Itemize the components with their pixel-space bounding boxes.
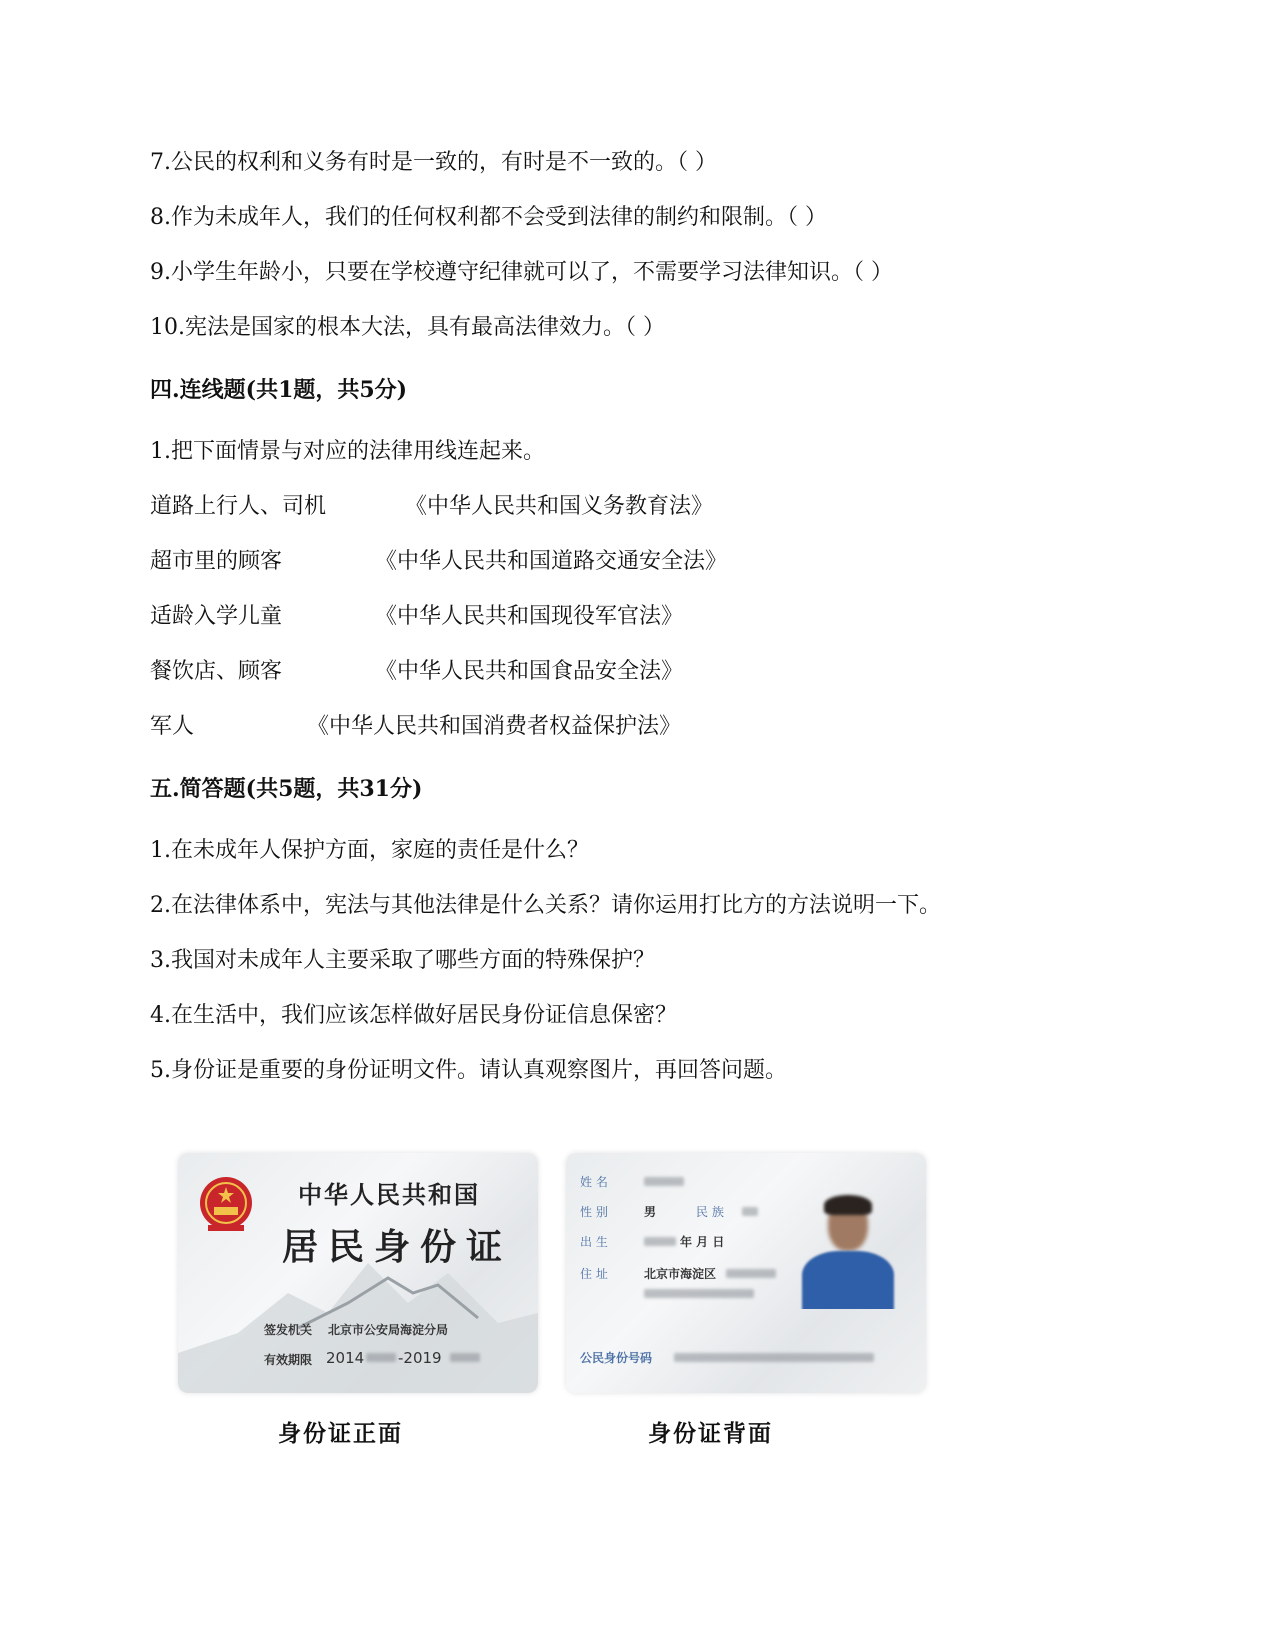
redacted-mark [366, 1353, 396, 1362]
short-answer-1: 1.在未成年人保护方面，家庭的责任是什么？ [150, 838, 589, 863]
matching-left-1: 道路上行人、司机 [150, 494, 327, 519]
section4-heading: 四.连线题(共1题，共5分) [150, 377, 408, 403]
judge-item-8: 8.作为未成年人，我们的任何权利都不会受到法律的制约和限制。（ ） [150, 205, 827, 230]
matching-right-1: 《中华人民共和国义务教育法》 [405, 494, 714, 519]
section4-question: 1.把下面情景与对应的法律用线连起来。 [150, 439, 545, 464]
matching-left-3: 适龄入学儿童 [150, 604, 283, 629]
name-label: 姓 名 [580, 1175, 608, 1189]
matching-right-5: 《中华人民共和国消费者权益保护法》 [307, 714, 682, 739]
redacted-mark [450, 1353, 480, 1362]
short-answer-2: 2.在法律体系中，宪法与其他法律是什么关系？请你运用打比方的方法说明一下。 [150, 893, 941, 918]
id-card-figure [148, 1153, 973, 1473]
authority-value: 北京市公安局海淀分局 [328, 1323, 449, 1337]
sex-value: 男 [644, 1205, 657, 1219]
short-answer-4: 4.在生活中，我们应该怎样做好居民身份证信息保密？ [150, 1003, 677, 1028]
redacted-mark [644, 1237, 676, 1246]
shirt-shape [802, 1251, 894, 1309]
address-value: 北京市海淀区 [644, 1267, 717, 1281]
judge-item-7: 7.公民的权利和义务有时是一致的，有时是不一致的。（ ） [150, 150, 717, 175]
card-title: 居民身份证 [282, 1226, 513, 1268]
birth-label: 出 生 [580, 1235, 608, 1249]
matching-right-3: 《中华人民共和国现役军官法》 [375, 604, 684, 629]
matching-left-5: 军人 [150, 714, 195, 739]
matching-left-4: 餐饮店、顾客 [150, 659, 283, 684]
portrait-photo [798, 1189, 898, 1309]
address-label: 住 址 [580, 1267, 608, 1281]
front-caption: 身份证正面 [278, 1420, 403, 1447]
section5-heading: 五.简答题(共5题，共31分) [150, 776, 423, 802]
short-answer-5: 5.身份证是重要的身份证明文件。请认真观察图片，再回答问题。 [150, 1058, 787, 1083]
validity-end: -2019 [398, 1349, 442, 1367]
short-answer-3: 3.我国对未成年人主要采取了哪些方面的特殊保护？ [150, 948, 655, 973]
card-country: 中华人民共和国 [298, 1180, 480, 1209]
ethnicity-label: 民 族 [696, 1205, 724, 1219]
redacted-mark [726, 1269, 776, 1278]
validity-label: 有效期限 [264, 1353, 313, 1367]
birth-value: 年 月 日 [680, 1235, 725, 1249]
judge-item-9: 9.小学生年龄小，只要在学校遵守纪律就可以了，不需要学习法律知识。（ ） [150, 260, 893, 285]
matching-right-2: 《中华人民共和国道路交通安全法》 [375, 549, 728, 574]
judge-item-10: 10.宪法是国家的根本大法，具有最高法律效力。（ ） [150, 315, 665, 340]
id-card-front [178, 1153, 538, 1393]
matching-left-2: 超市里的顾客 [150, 549, 283, 574]
redacted-id-number [674, 1353, 874, 1362]
sex-label: 性 别 [580, 1205, 608, 1219]
validity-start: 2014 [326, 1349, 365, 1367]
back-caption: 身份证背面 [648, 1420, 773, 1447]
redacted-mark [644, 1177, 684, 1186]
id-number-label: 公民身份号码 [580, 1351, 653, 1365]
national-emblem-icon [194, 1173, 258, 1237]
matching-right-4: 《中华人民共和国食品安全法》 [375, 659, 684, 684]
redacted-mark [742, 1207, 758, 1216]
id-card-back [566, 1153, 926, 1393]
authority-label: 签发机关 [264, 1323, 313, 1337]
redacted-mark [644, 1289, 754, 1298]
